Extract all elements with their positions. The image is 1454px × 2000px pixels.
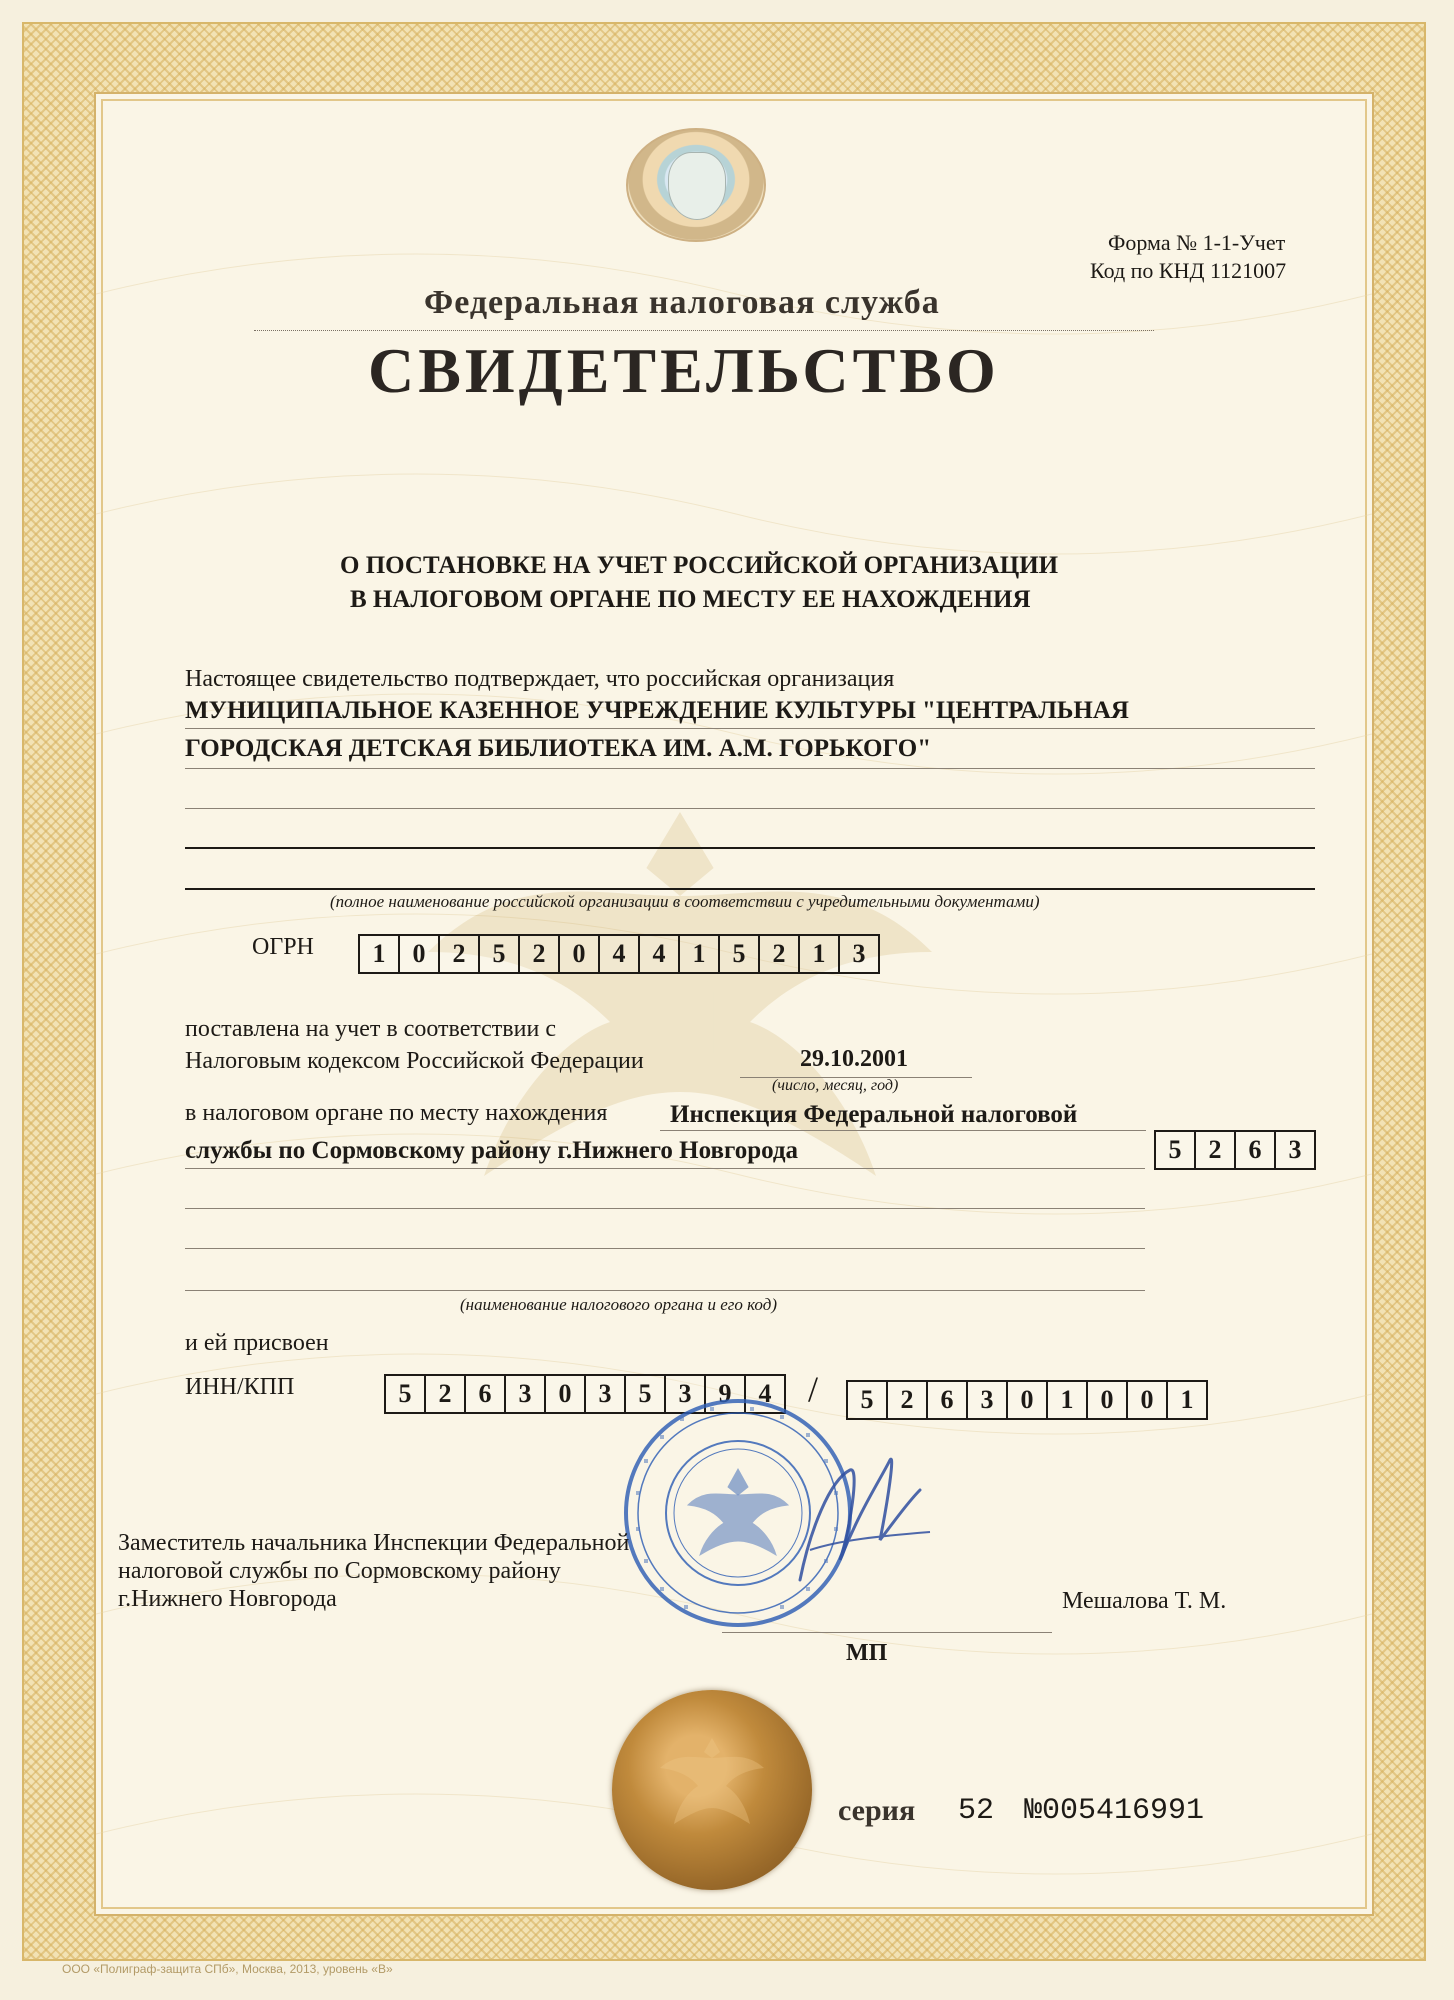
subtitle-line2: В НАЛОГОВОМ ОРГАНЕ ПО МЕСТУ ЕЕ НАХОЖДЕНИЯ — [350, 586, 1031, 613]
serial-number: №005416991 — [1024, 1794, 1205, 1828]
inn-digit: 9 — [704, 1374, 746, 1414]
signatory-title-line2: налоговой службы по Сормовскому району — [118, 1558, 561, 1584]
authority-code-boxes — [1156, 1130, 1316, 1170]
organization-name-line2: ГОРОДСКАЯ ДЕТСКАЯ БИБЛИОТЕКА ИМ. А.М. ГОРЬКОГО" — [185, 735, 932, 762]
printer-imprint: ООО «Полиграф-защита СПб», Москва, 2013, уровень «В» — [62, 1962, 393, 1976]
page-title: СВИДЕТЕЛЬСТВО — [368, 335, 1000, 406]
authority-code-digit: 2 — [1194, 1130, 1236, 1170]
authority-code-digit: 6 — [1234, 1130, 1276, 1170]
hologram-emblem — [626, 128, 766, 242]
org-underline-4 — [185, 847, 1315, 849]
series-label: серия — [838, 1794, 916, 1827]
ogrn-digit: 5 — [718, 934, 760, 974]
inn-digit: 5 — [384, 1374, 426, 1414]
inn-digit: 2 — [424, 1374, 466, 1414]
authority-code-digit: 5 — [1154, 1130, 1196, 1170]
authority-underline-4 — [185, 1248, 1145, 1249]
kpp-digit: 1 — [1166, 1380, 1208, 1420]
agency-name: Федеральная налоговая служба — [424, 284, 940, 321]
org-underline-1 — [185, 728, 1315, 729]
ogrn-boxes — [360, 934, 880, 974]
kpp-boxes — [848, 1380, 1208, 1420]
registration-line2: Налоговым кодексом Российской Федерации — [185, 1048, 644, 1074]
authority-underline-2 — [185, 1168, 1145, 1169]
kpp-digit: 3 — [966, 1380, 1008, 1420]
authority-caption: (наименование налогового органа и его код) — [460, 1295, 777, 1314]
ogrn-digit: 3 — [838, 934, 880, 974]
org-underline-2 — [185, 768, 1315, 769]
seal-eagle-emblem — [652, 1728, 772, 1852]
mp-label: МП — [846, 1640, 888, 1666]
inn-digit: 3 — [504, 1374, 546, 1414]
ogrn-digit: 0 — [398, 934, 440, 974]
org-underline-3 — [185, 808, 1315, 809]
ogrn-digit: 1 — [358, 934, 400, 974]
ogrn-digit: 4 — [598, 934, 640, 974]
tax-authority-line2: службы по Сормовскому району г.Нижнего Новгорода — [185, 1137, 799, 1164]
signature — [780, 1440, 940, 1600]
kpp-digit: 5 — [846, 1380, 888, 1420]
ogrn-digit: 0 — [558, 934, 600, 974]
registration-line1: поставлена на учет в соответствии с — [185, 1016, 556, 1042]
registration-date: 29.10.2001 — [800, 1046, 908, 1072]
inn-digit: 0 — [544, 1374, 586, 1414]
ogrn-digit: 1 — [798, 934, 840, 974]
kpp-digit: 0 — [1086, 1380, 1128, 1420]
ogrn-digit: 2 — [438, 934, 480, 974]
ogrn-digit: 5 — [478, 934, 520, 974]
signatory-title-line1: Заместитель начальника Инспекции Федеральной — [118, 1530, 630, 1556]
intro-text: Настоящее свидетельство подтверждает, что российская организация — [185, 666, 895, 692]
form-number: Форма № 1-1-Учет — [1108, 230, 1286, 255]
org-underline-5 — [185, 888, 1315, 890]
assigned-label: и ей присвоен — [185, 1330, 329, 1356]
ogrn-digit: 2 — [518, 934, 560, 974]
authority-underline-5 — [185, 1290, 1145, 1291]
authority-code-digit: 3 — [1274, 1130, 1316, 1170]
inn-digit: 6 — [464, 1374, 506, 1414]
signature-line — [722, 1632, 1052, 1633]
series-value: 52 — [958, 1794, 995, 1828]
kpp-digit: 2 — [886, 1380, 928, 1420]
agency-underline — [254, 330, 1154, 331]
inn-kpp-label: ИНН/КПП — [185, 1374, 295, 1400]
authority-underline-3 — [185, 1208, 1145, 1209]
inn-digit: 4 — [744, 1374, 786, 1414]
ogrn-digit: 2 — [758, 934, 800, 974]
inn-kpp-separator: / — [808, 1369, 819, 1409]
signatory-title-line3: г.Нижнего Новгорода — [118, 1586, 337, 1612]
kpp-digit: 0 — [1126, 1380, 1168, 1420]
authority-underline-1 — [660, 1130, 1146, 1131]
inn-digit: 3 — [664, 1374, 706, 1414]
ogrn-label: ОГРН — [252, 934, 314, 960]
inn-digit: 5 — [624, 1374, 666, 1414]
knd-code: Код по КНД 1121007 — [1090, 258, 1287, 283]
inn-digit: 3 — [584, 1374, 626, 1414]
signatory-name: Мешалова Т. М. — [1062, 1588, 1227, 1614]
kpp-digit: 6 — [926, 1380, 968, 1420]
tax-authority-line1: Инспекция Федеральной налоговой — [670, 1101, 1078, 1128]
registration-line3: в налоговом органе по месту нахождения — [185, 1100, 608, 1126]
kpp-digit: 0 — [1006, 1380, 1048, 1420]
organization-name-line1: МУНИЦИПАЛЬНОЕ КАЗЕННОЕ УЧРЕЖДЕНИЕ КУЛЬТУРЫ "ЦЕНТРАЛЬНАЯ — [185, 697, 1129, 724]
gold-seal — [612, 1690, 812, 1890]
subtitle-line1: О ПОСТАНОВКЕ НА УЧЕТ РОССИЙСКОЙ ОРГАНИЗАЦИИ — [340, 552, 1059, 579]
eagle-watermark — [400, 700, 960, 1260]
org-caption: (полное наименование российской организации в соответствии с учредительными документами) — [330, 892, 1040, 911]
ogrn-digit: 4 — [638, 934, 680, 974]
ogrn-digit: 1 — [678, 934, 720, 974]
date-caption: (число, месяц, год) — [772, 1077, 899, 1094]
kpp-digit: 1 — [1046, 1380, 1088, 1420]
